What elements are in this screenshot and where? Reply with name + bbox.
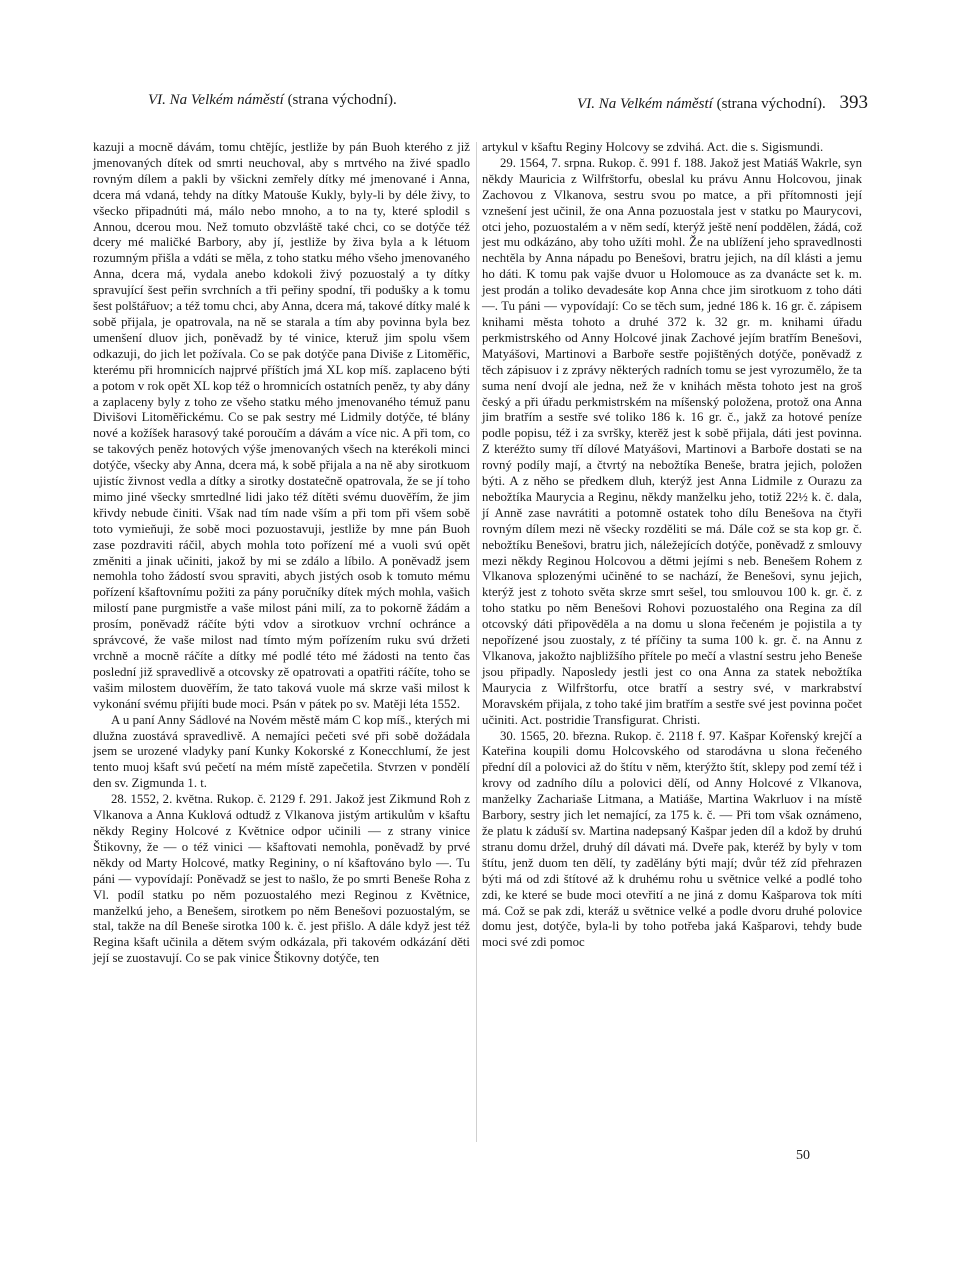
- header-right: [577, 92, 868, 114]
- left-column: [93, 140, 470, 967]
- header-right-subtitle: (strana východní).: [716, 96, 826, 112]
- left-paragraph-2: A u paní Anny Sádlové na Novém městě mám C kop míš., kterých mi dlužna zuostává spravedlivě. A nemajíci pečeti své při sobě dožádala jsem se urozené vladyky paní Kunky Kokorské z Konecchlumí, že jest tento muoj kšaft svú pečetí na mém místě zapečetila. Stvrzen v pondělí den sv. Zigmunda 1. t.: [93, 712, 470, 791]
- page-number: 393: [839, 92, 868, 113]
- running-header: [148, 92, 868, 120]
- right-paragraph-3: 30. 1565, 20. března. Rukop. č. 2118 f. 97. Kašpar Kořenský krejčí a Kateřina koupili domu Holcovského od starodávna u slona řečeného přední díl a polovici až do štítu v něm, kterýžto štít, sklepy pod zemí též i krovy od zadního dílu a polovici dělí, od Anny Holcové z Vlkanova, manželky Zachariaše Litmana, a Matiáše, Martina Wakrluov i na místě Barbory, sestry jich let nemající, za 175 k. č. — Při tom však oznámeno, že platu k záduší sv. Martina nadepsaný Kašpar jeden díl a kdož by druhú stranu domu držel, druhý díl dávati má. Dveře pak, kteréž by byly v tom štítu, jenž duom ten dělí, ty zadělány býti mají; dvůr též zíd přehrazen býti má od zdi štítové až k druhému rohu u světnice velké a podlé toho zdi, ke které se bude moci otevřití a ne jiná z domu Kašparova tok míti má. Což se pak zdi, kteráž u světnice velké a podle dvoru druhé polovice domu jest, dotýče, byla-li by toho potřeba jaká Kašparovi, tehdy bude moci své zdi pomoc: [482, 728, 862, 950]
- header-left-title: VI. Na Velkém náměstí: [148, 92, 284, 108]
- right-paragraph-2: 29. 1564, 7. srpna. Rukop. č. 991 f. 188. Jakož jest Matiáš Wakrle, syn někdy Mauricia z Wilfrštorfu, obeslal ku právu Annu Holcovou, jinak Zachovou z Vlkanova, sestru svou po matce, a při přítomnosti její vznešení jest učinil, že ona Anna pozuostala jest v statku po Maurycovi, otci jeho, pozuostalém a v něm sedí, kterýž ještě není poddělen, žádá, což jest mu odkázáno, aby toho užíti mohl. Že na ublížení jeho spravedlnosti nechtěla by Anna nápadu po Benešovi, bratru jejich, na díl klásti a jemu ho dáti. K tomu pak vajše dvuor u Holomouce as za dvanácte set k. m. jest prodán a toliko devadesáte kop Anna chce jim sirotkuom z toho dáti —. Tu páni — vypovídají: Co se těch sum, jedné 186 k. 16 gr. č. zápisem knihami města tohoto a druhé 372 k. 32 gr. m. knihami úřadu perkmistrského od Anny Holcové jinak Zachové jejím bratřím Benešovi, Matyášovi, Martinovi a Barboře sestře pojištěných dotýče, poněvadž z těch zápisuov i z zprávy některých radních tomu se jest vyrozumělo, že ta suma není dvojí ale jedna, než že v knihách města tohoto jest na groš český a při úřadu perkmistrském na míšenský položena, protož ona Anna jim bratřím a sestře své toliko 186 k. 16 gr. č., jakž za hotové peníze podle popisu, též i za svršky, kterěž jest k sobě přijala, dáti jest povinna. Z kteréžto sumy tří dílové Matyášovi, Martinovi a Barboře dostati se na rovný podíly mají, a čtvrtý na nebožtíka Beneše, bratra jejich, položen býti. A z něho se předkem dluh, kterýž jest Anna Lidmile z Ourazu za nebožtíka Maurycia a Reginu, někdy manželku jeho, totiž 22½ k. č. dala, jí Anně zase navrátiti a potomně ostatek toho dílu Benešova na čtyři rovným dílem mezi ně všecky rozděliti se má. Dále což se sta kop gr. č. nebožtíku Benešovi, bratru jich, náležejících dotýče, poněvadž z smlouvy mezi někdy Reginou Holcovou a dětmi jejími s neb. Benešem Rohem z Vlkanova splozenými učiněné to se nachází, že Benešovi, synu jejich, kterýž jest z tohoto světa skrze smrt sešel, tou smlouvou 100 k. gr. č. z toho statku po něm Benešovi Rohovi pozuostalého ona Regina za díl otcovský dáti připověděla a na domu u slona řečeném je pojistila a ty nepořízené jsou zuostaly, z té příčiny ta suma 100 k. gr. č. na Annu z Vlkanova, jakožto najbližšího přítele po mečí a vlastní sestru jeho Beneše jsou připadly. Naposledy jestli jest co ona Anna za statek nebožtíka Maurycia z Wilfrštorfu, otce bratří a sestry své, v markrabství Moravském přijala, z toho také jim bratřím a sestře své jest povinna počet učiniti. Act. postridie Transfigurat. Christi.: [482, 155, 862, 727]
- header-left-subtitle: (strana východní).: [287, 92, 397, 108]
- column-divider: [476, 142, 477, 1142]
- right-column: [482, 140, 862, 951]
- header-left: [148, 92, 397, 109]
- left-paragraph-1: kazuji a mocně dávám, tomu chtějíc, jestliže by pán Buoh kterého z již jmenovaných dítek od smrti neuchoval, aby s mrtvého na živé spadlo rovným dílem a pakli by všickni zemřely dítky mé jmenované i Anna, dcera má vdaná, tehdy na dítky Matouše Kukly, byly-li by déle živy, to všecko připadnúti má, málo nebo mnoho, a to na ty, které splodil s Annou, dcerou mou. Než tomuto obzvláště také chci, co se dotýče též dcery mé maličké Barbory, aby jí, jestliže by živa byla a k létuom rozumným přišla a vdáti se měla, z toho statku mého všeho jmenovaného Anna, dcera má, vydala anebo kdokoli živý pozuostalý a ty dítky spravující šest peřin svrchních a tři peřiny spodní, tři podušky a k tomu šest polštářuov; a též tomu chci, aby Anna, dcera má, takové dítky malé k sobě přijala, je opatrovala, na ně se starala a tím aby povinna byla bez umenšení dluov jich, poněvadž by té vinice, kteruž jim spolu všem odkazuji, do jich let požívala. Co se pak dotýče pana Diviše z Litoměřic, kterému při hromnicích najprvé příštích jmá XL kop míš. zaplaceno býti a potom v rok opět XL kop též o hromnicích ostatních peněz, ty aby dány a zaplaceny byly z toho ze všeho statku mého jmenovaného témuž panu Divišovi Litoměřickému. Co se pak sestry mé Lidmily dotýče, té blány nové a kožíšek harasový také poroučím a dávám a více nic. A při tom, co se takových peněz hotových výše jmenovaných všech na kterékoli minci dotýče, všecky aby Anna, dcera má, k sobě přijala a na ně aby sirotkuom ujistíc živnost vedla a dítky a sirotky dostatečně opatrovala, že se jí toho mimo jiné všecky smrtedlné lidi jako též dítěti svému duověřím, že jim křivdy nebude činiti. Však nad tím nade vším a při tom při všem sobě toto vymieňuji, že sobě moci pozuostavuji, jestliže by mne pán Buoh zase pozdraviti ráčil, abych mohla toto pořízení mé a vuoli svú opět změniti a jinak učiniti, jakož by mi se zdálo a líbilo. A poněvadž jsem nemohla toho žádostí svou spraviti, abych jistých osob k tomuto mému pořízení kšaftovnímu požiti za pány poručníky dítek mých mohla, vašich milostí pane purgmistře a vaše milost páni milí, za to pokorně žádám a prosím, poněvadž ráčíte býti vdov a sirotkuov vrchní ochránce a správcové, že vaše milost nad tímto mým pořízením ruku svú držeti vrchně a mocně ráčíte a dítky mé podlé této mé žádosti na tento čas poslední již spravedlivě a otcovsky zě opatrovati a opatřiti ráčíte, toho se vašim milostem duověřím, že tato taková vuole má skrze vaši milost k vykonání svému přijíti bude moci. Psán v pátek po sv. Matěji léta 1552.: [93, 140, 470, 711]
- left-paragraph-3: 28. 1552, 2. května. Rukop. č. 2129 f. 291. Jakož jest Zikmund Roh z Vlkanova a Anna Kuklová odtudž z Vlkanova jistým artikulům v kšaftu někdy Reginy Holcové z Květnice odpor učinili — z strany vinice Štikovny, že — o též vinici — kšaftovati nemohla, poněvadž by prvé někdy od Marty Holcové, matky Regininy, o ní kšaftováno bylo —. Tu páni — vypovídají: Poněvadž se jest to našlo, že po smrti Beneše Roha z Vl. podíl statku po něm pozuostalého mezi Reginou z Květnice, manželkú jeho, a Benešem, sirotkem po něm Benešovi pozuostalým, se stal, takže na díl Beneše sirotka 100 k. č. jest přišlo. A dále když jest též Regina kšaft učinila a dětem svým odkázala, při takovém odkázání děti její se zuostavují. Co se pak vinice Štikovny dotýče, ten: [93, 792, 470, 966]
- header-right-title: VI. Na Velkém náměstí: [577, 96, 713, 112]
- right-paragraph-1: artykul v kšaftu Reginy Holcovy se zdvihá. Act. die s. Sigismundi.: [482, 140, 824, 154]
- signature-mark: 50: [796, 1148, 810, 1163]
